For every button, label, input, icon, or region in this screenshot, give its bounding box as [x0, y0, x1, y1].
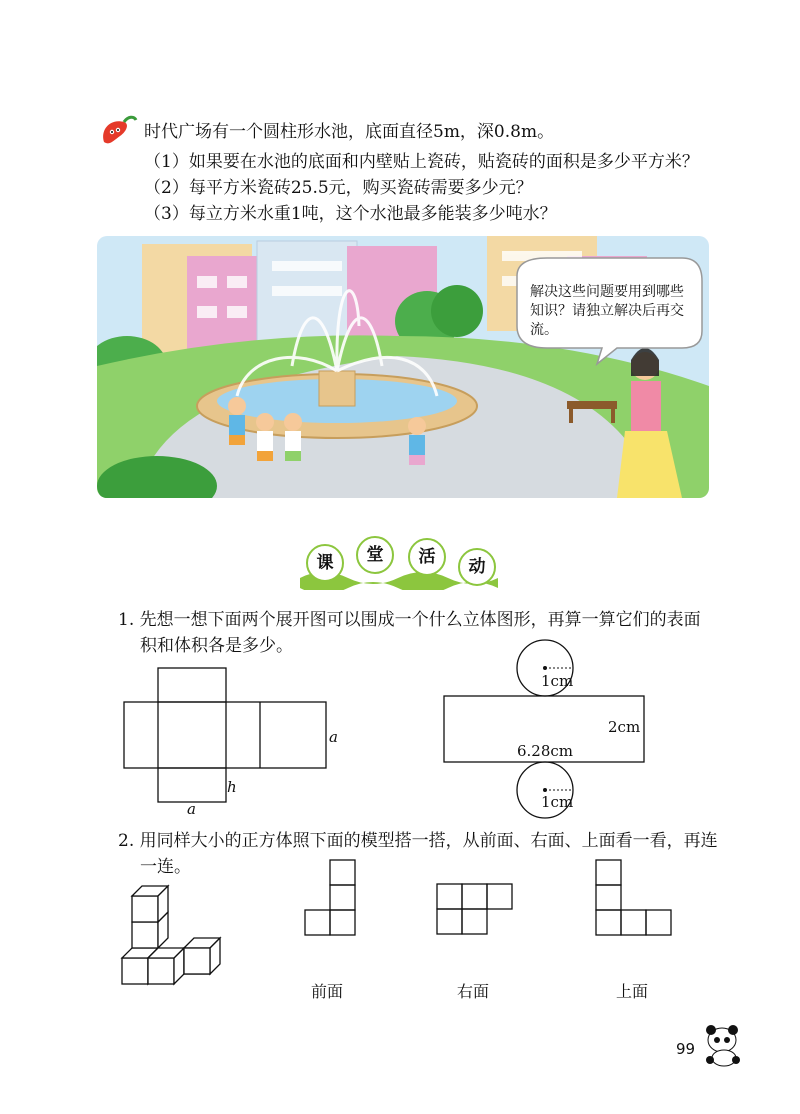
cylinder-label-radius-top: 1cm	[541, 672, 574, 690]
question-1: （1）如果要在水池的底面和内壁贴上瓷砖，贴瓷砖的面积是多少平方米？	[144, 152, 699, 172]
cube-net-middle-strip	[124, 702, 326, 768]
cube-label-bottom: a	[187, 800, 196, 818]
banner-char-3: 活	[408, 538, 446, 576]
cube-model	[122, 886, 220, 984]
top-view	[596, 860, 671, 935]
activity2-line1: 2. 用同样大小的正方体照下面的模型搭一搭，从前面、右面、上面看一看，再连	[118, 831, 718, 851]
right-view	[437, 884, 512, 934]
question-3: （3）每立方米水重1吨，这个水池最多能装多少吨水？	[144, 204, 557, 224]
view-label-right: 右面	[457, 982, 490, 1001]
cube-label-height: h	[227, 778, 237, 796]
cylinder-label-radius-bottom: 1cm	[541, 793, 574, 811]
page-number: 99	[676, 1040, 696, 1058]
question-2: （2）每平方米瓷砖25.5元，购买瓷砖需要多少元？	[144, 178, 533, 198]
activity1-line2: 积和体积各是多少。	[140, 636, 293, 656]
banner-char-4: 动	[458, 548, 496, 586]
cube-net-bottom-face	[158, 768, 226, 802]
view-label-front: 前面	[311, 982, 344, 1001]
view-label-top: 上面	[616, 982, 649, 1001]
cylinder-label-length: 6.28cm	[517, 742, 574, 760]
banner-char-1: 课	[306, 544, 344, 582]
activity1-line1: 1. 先想一想下面两个展开图可以围成一个什么立体图形，再算一算它们的表面	[118, 610, 701, 630]
activity2-line2: 一连。	[140, 857, 191, 877]
cylinder-label-height: 2cm	[608, 718, 641, 736]
cube-net-top-face	[158, 668, 226, 702]
banner-char-2: 堂	[356, 536, 394, 574]
problem-intro: 时代广场有一个圆柱形水池，底面直径5m，深0.8m。	[144, 122, 555, 142]
panda-icon	[706, 1025, 740, 1066]
front-view	[305, 860, 355, 935]
cube-label-side: a	[329, 728, 338, 746]
speech-bubble-text: 解决这些问题要用到哪些知识？请独立解决后再交流。	[530, 284, 684, 338]
